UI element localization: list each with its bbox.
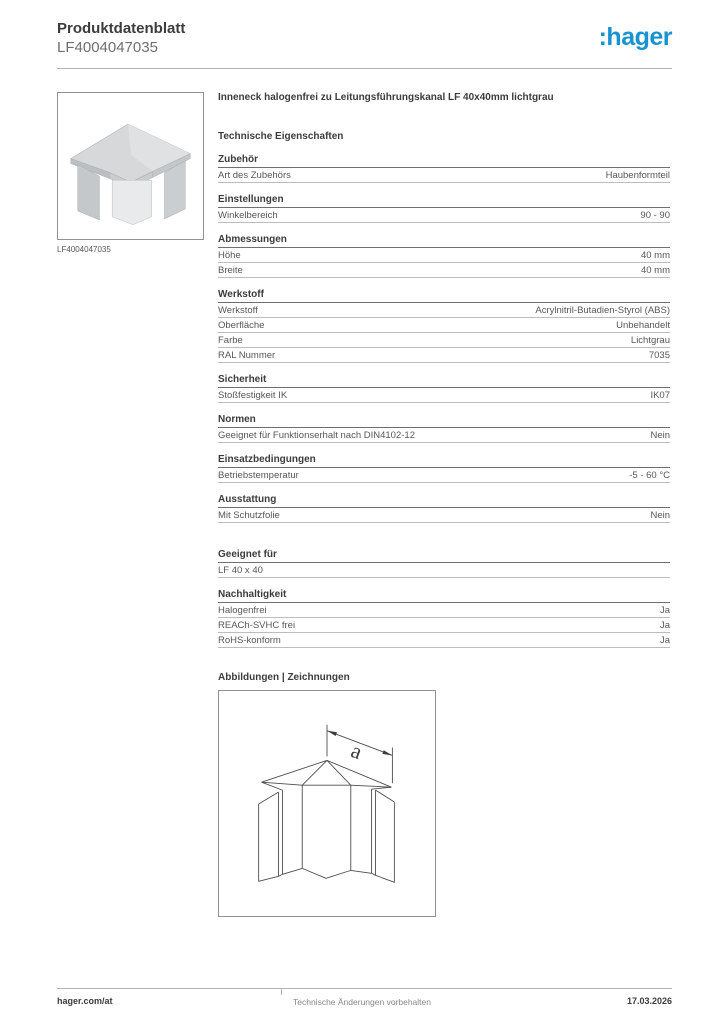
row-value: Ja [659,619,670,631]
table-row [218,263,670,278]
footer-notice: Technische Änderungen vorbehalten [293,997,431,1007]
row-label: Geeignet für Funktionserhalt nach DIN4102-12 [218,429,415,441]
table-row [218,348,670,363]
table-row [218,468,670,483]
section-geeignet-fuer [218,549,670,578]
table-row [218,633,670,648]
row-label: REACh-SVHC frei [218,619,296,631]
row-value: Nein [650,429,670,441]
row-value: 90 - 90 [640,209,670,221]
footer-tick [281,988,282,995]
row-label: Halogenfrei [218,604,267,616]
row-value: 40 mm [640,249,670,261]
footer-website-link[interactable]: hager.com/at [57,996,113,1006]
product-id: LF4004047035 [57,39,158,56]
section-header: Einstellungen [218,194,670,208]
row-label: Höhe [218,249,241,261]
section-einsatzbedingungen [218,454,670,483]
row-label: LF 40 x 40 [218,564,263,576]
drawings-heading: Abbildungen | Zeichnungen [218,672,350,683]
content-column [218,92,670,917]
row-value: IK07 [650,389,670,401]
row-value: Lichtgrau [630,334,670,346]
section-header: Zubehör [218,154,670,168]
section-header: Einsatzbedingungen [218,454,670,468]
table-row [218,428,670,443]
table-row [218,208,670,223]
footer-date: 17.03.2026 [626,996,672,1006]
row-label: Winkelbereich [218,209,278,221]
row-label: Breite [218,264,243,276]
table-row [218,168,670,183]
hager-logo[interactable]: :hager [598,23,672,51]
page-title: Produktdatenblatt [57,20,186,37]
section-sicherheit [218,374,670,403]
tech-properties-heading: Technische Eigenschaften [218,131,344,142]
section-header: Sicherheit [218,374,670,388]
row-label: Farbe [218,334,243,346]
row-label: Oberfläche [218,319,265,331]
section-werkstoff [218,289,670,363]
row-label: RoHS-konform [218,634,281,646]
technical-drawing-image [219,691,435,916]
section-header: Normen [218,414,670,428]
table-row [218,603,670,618]
technical-drawing [218,690,436,917]
section-header: Werkstoff [218,289,670,303]
row-value: Nein [650,509,670,521]
header-divider [57,68,672,69]
dimension-label: a [347,738,366,765]
footer-divider [57,988,672,989]
row-value: Acrylnitril-Butadien-Styrol (ABS) [535,304,670,316]
section-header: Geeignet für [218,549,670,563]
row-label: Mit Schutzfolie [218,509,280,521]
table-row [218,318,670,333]
row-label: Stoßfestigkeit IK [218,389,288,401]
section-header: Abmessungen [218,234,670,248]
section-normen [218,414,670,443]
row-label: RAL Nummer [218,349,276,361]
row-label: Werkstoff [218,304,258,316]
section-header: Nachhaltigkeit [218,589,670,603]
section-nachhaltigkeit [218,589,670,648]
row-value: Haubenformteil [605,169,670,181]
table-row [218,333,670,348]
product-photo-image [58,93,203,239]
row-value: -5 - 60 °C [629,469,670,481]
product-description: Inneneck halogenfrei zu Leitungsführungskanal LF 40x40mm lichtgrau [218,92,554,103]
table-row [218,303,670,318]
row-value: Ja [659,604,670,616]
table-row [218,563,670,578]
photo-caption: LF4004047035 [57,245,111,254]
product-photo [57,92,204,240]
row-label: Art des Zubehörs [218,169,291,181]
row-value: 7035 [648,349,670,361]
table-row [218,388,670,403]
section-header: Ausstattung [218,494,670,508]
section-einstellungen [218,194,670,223]
section-abmessungen [218,234,670,278]
table-row [218,248,670,263]
row-value: Ja [659,634,670,646]
row-label: Betriebstemperatur [218,469,299,481]
section-zubehoer [218,154,670,183]
table-row [218,618,670,633]
row-value: 40 mm [640,264,670,276]
table-row [218,508,670,523]
row-value: Unbehandelt [616,319,670,331]
section-ausstattung [218,494,670,523]
